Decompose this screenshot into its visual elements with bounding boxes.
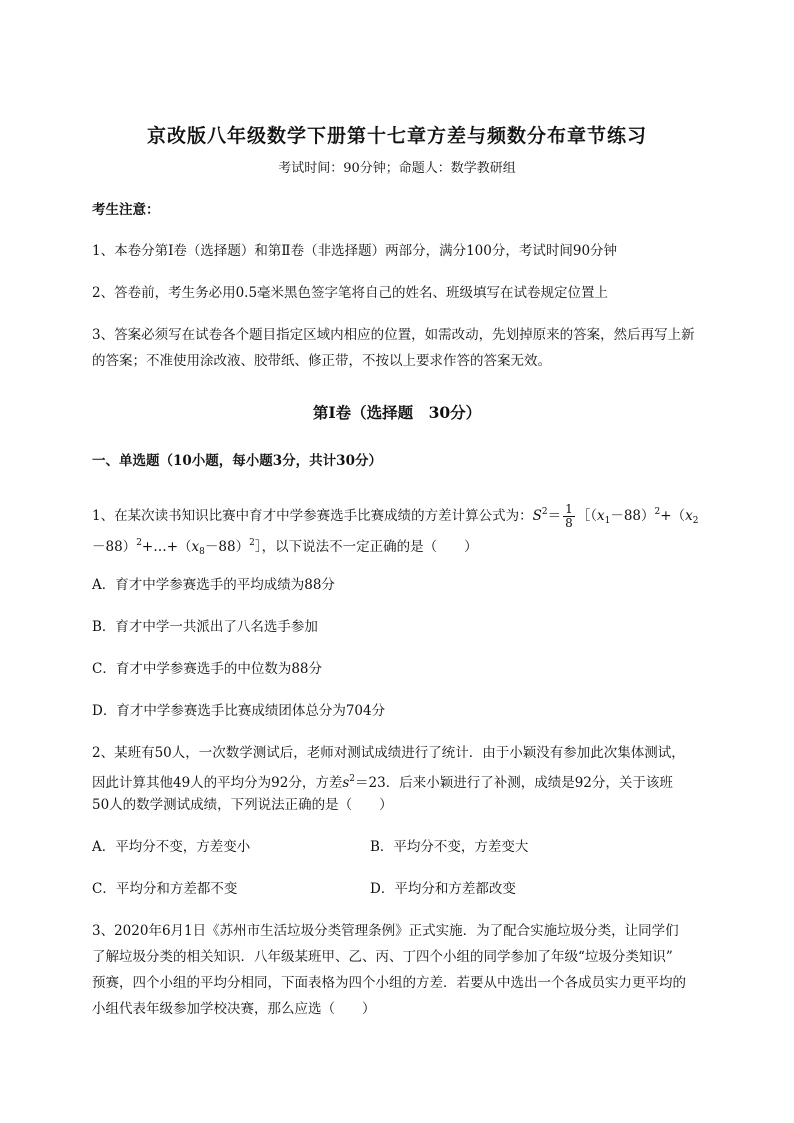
question-2-stem-3: 50人的数学测试成绩，下列说法正确的是（ ） — [92, 797, 393, 813]
question-1-option-d[interactable]: D．育才中学参赛选手比赛成绩团体总分为704分 — [92, 703, 386, 719]
notice-item-3-cont: 的答案；不准使用涂改液、胶带纸、修正带，不按以上要求作答的答案无效。 — [92, 353, 551, 369]
question-3-stem-1: 3、2020年6月1日《苏州市生活垃圾分类管理条例》正式实施．为了配合实施垃圾分类，让同学们 — [92, 923, 679, 939]
question-1-stem-cont: $-88)^2+\dots+(x_8-88)^2]$，以下说法不一定正确的是（ ） — [92, 538, 478, 557]
question-1-stem: 1、在某次读书知识比赛中育才中学参赛选手比赛成绩的方差计算公式为：$S^2=$ $\frac{1}{8}$ $[(x_1-88)^2+(x_2$ — [92, 502, 699, 530]
question-1-option-c[interactable]: C．育才中学参赛选手的中位数为88分 — [92, 661, 323, 677]
question-3-stem-3: 预赛，四个小组的平均分相同，下面表格为四个小组的方差．若要从中选出一个各成员实力更平均的 — [92, 975, 686, 991]
question-2-stem-1: 2、某班有50人，一次数学测试后，老师对测试成绩进行了统计．由于小颖没有参加此次集体测试， — [92, 745, 685, 761]
question-3-stem-4: 小组代表年级参加学校决赛，那么应选（ ） — [92, 1001, 376, 1017]
fraction: $\frac{1}{8}$ — [565, 502, 573, 530]
section-title: 第Ⅰ卷（选择题 30分） — [312, 403, 482, 422]
question-2-option-a[interactable]: A．平均分不变，方差变小 — [92, 839, 251, 855]
part-heading: 一、单选题（10小题，每小题3分，共计30分） — [92, 453, 382, 469]
question-1-option-b[interactable]: B．育才中学一共派出了八名选手参加 — [92, 619, 318, 635]
question-1-option-a[interactable]: A．育才中学参赛选手的平均成绩为88分 — [92, 577, 335, 593]
notice-item-1: 1、本卷分第Ⅰ卷（选择题）和第Ⅱ卷（非选择题）两部分，满分100分，考试时间90分钟 — [92, 243, 618, 259]
notice-item-3: 3、答案必须写在试卷各个题目指定区域内相应的位置，如需改动，先划掉原来的答案，然后再写上新 — [92, 327, 695, 343]
page-title: 京改版八年级数学下册第十七章方差与频数分布章节练习 — [146, 125, 647, 147]
notice-item-2: 2、答卷前，考生务必用0.5毫米黑色签字笔将自己的姓名、班级填写在试卷规定位置上 — [92, 285, 609, 301]
exam-info: 考试时间：90分钟；命题人：数学教研组 — [278, 161, 516, 176]
question-3-stem-2: 了解垃圾分类的相关知识．八年级某班甲、乙、丙、丁四个小组的同学参加了年级“垃圾分类知识” — [92, 949, 673, 965]
notice-heading: 考生注意： — [92, 202, 160, 218]
question-2-stem-2: 因此计算其他49人的平均分为92分，方差$s^2=23$．后来小颖进行了补测，成绩是92分，关于该班 — [92, 774, 673, 791]
question-2-option-c[interactable]: C．平均分和方差都不变 — [92, 881, 238, 897]
question-2-option-d[interactable]: D．平均分和方差都改变 — [370, 881, 516, 897]
question-2-option-b[interactable]: B．平均分不变，方差变大 — [370, 839, 529, 855]
